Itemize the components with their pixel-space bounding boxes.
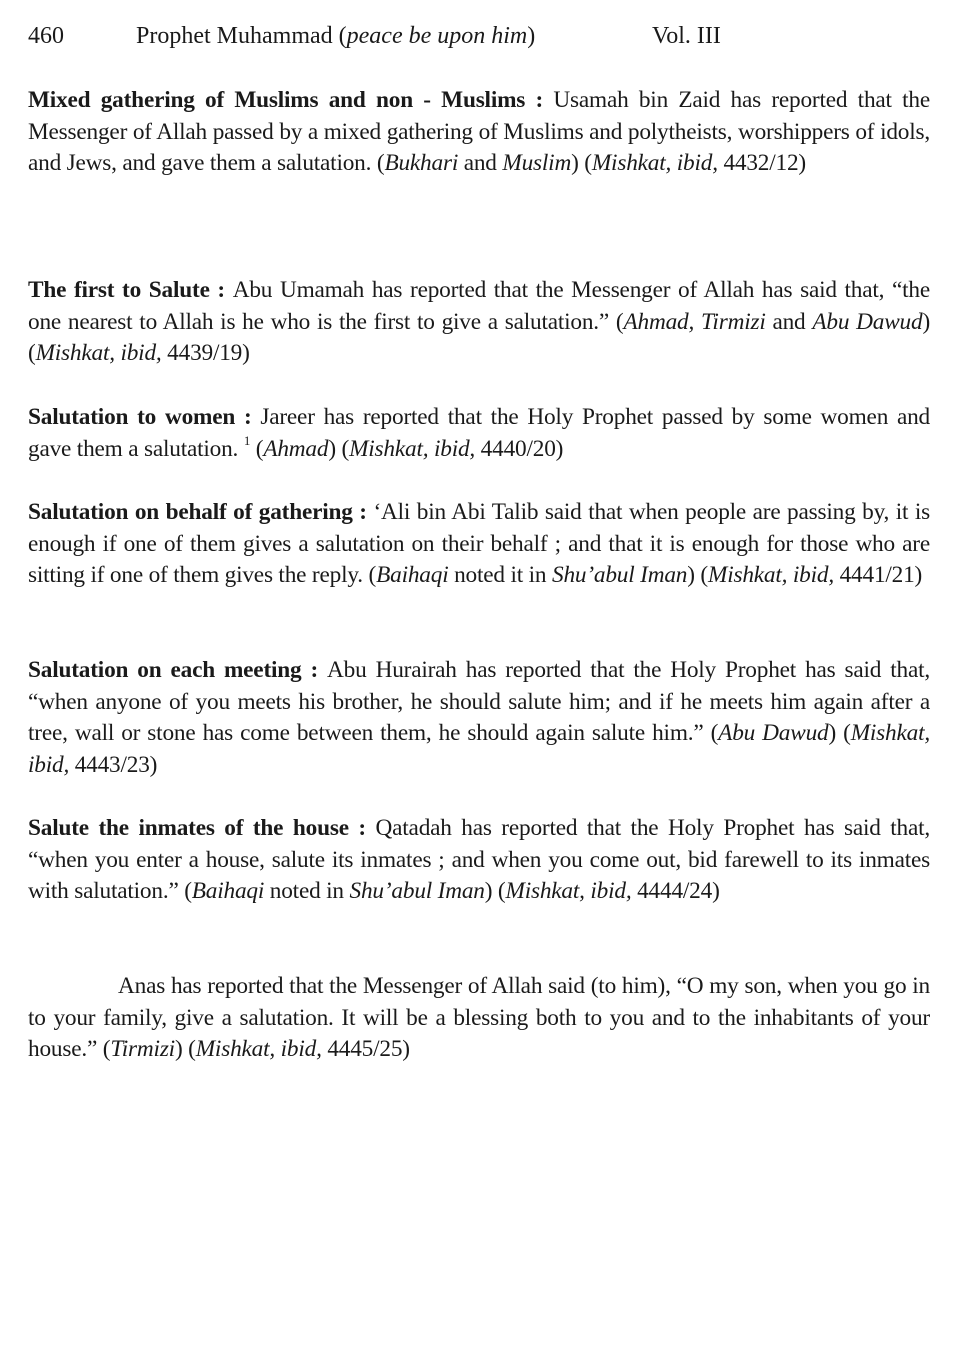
footnote-marker: 1 (243, 432, 251, 448)
paragraph-behalf-of-gathering (28, 497, 930, 592)
body-text: ) ( (828, 720, 851, 747)
paragraph-salutation-women (28, 402, 930, 465)
body-text: ) ( (174, 1036, 196, 1063)
book-title-close: ) (527, 23, 536, 49)
section-heading: Salutation on behalf of gathering : (28, 499, 374, 525)
body-text: ) ( (484, 878, 506, 905)
body-text: Qatadah has reported that the Holy Prophet has said that, “when you enter a house, salute its inmates ; and when you come out, bid farewell to its inmates with salutation.” ( (28, 815, 930, 905)
body-text: ) ( (28, 308, 930, 367)
citation-italic: Tirmizi (110, 1036, 175, 1063)
section-heading: Salutation to women : (28, 404, 261, 430)
book-title (136, 20, 535, 52)
citation-italic: Mishkat, ibid, (707, 562, 834, 589)
body-text: and (458, 150, 503, 177)
citation-italic: Mishkat, ibid, (505, 878, 632, 905)
body-text: 4445/25) (321, 1036, 410, 1063)
section-heading: Mixed gathering of Muslims and non - Muslims : (28, 87, 554, 113)
paragraph-mixed-gathering (28, 85, 930, 180)
body-text: 4444/24) (631, 878, 720, 905)
book-title-italic: peace be upon him (346, 23, 528, 49)
citation-italic: Bukhari (384, 150, 459, 177)
citation-italic: Baihaqi (376, 562, 449, 589)
body-text: 4441/21) (833, 562, 923, 589)
body-text: Jareer has reported that the Holy Prophet passed by some women and gave them a salutation. (28, 404, 931, 462)
body-text: noted in (264, 878, 350, 905)
citation-italic: Shu’abul Iman (349, 878, 485, 905)
body-text: 4443/23) (69, 751, 158, 778)
body-text: ) ( (687, 562, 708, 589)
volume-label: Vol. III (652, 23, 721, 49)
body-text: ) ( (571, 150, 592, 177)
body-text: and (765, 308, 813, 335)
citation-italic: Abu Dawud (812, 308, 923, 335)
paragraph-first-to-salute (28, 275, 930, 370)
body-text: ) ( (328, 435, 350, 462)
citation-italic: Ahmad (263, 435, 329, 462)
citation-italic: Shu’abul Iman (552, 562, 688, 589)
citation-italic: Mishkat, ibid, (28, 720, 930, 778)
book-title-text: Prophet Muhammad ( (136, 23, 347, 49)
body-text: Usamah bin Zaid has reported that the Messenger of Allah passed by a mixed gathering of Muslims and polytheists, worshippers of idols, and Jews, and gave them a salutation. ( (28, 87, 930, 177)
paragraph-anas (28, 971, 930, 1066)
body-text: Anas has reported that the Messenger of Allah said (to him), “O my son, when you go in to your family, give a salutation. It will be a blessing both to you and to the inhabitants of your house.” ( (28, 973, 930, 1063)
citation-italic: Ahmad, Tirmizi (623, 308, 766, 335)
body-text: 4432/12) (717, 150, 806, 177)
citation-italic: Muslim (502, 150, 572, 177)
paragraph-inmates-of-house (28, 813, 930, 908)
citation-italic: Baihaqi (191, 878, 265, 905)
body-text: 4440/20) (475, 435, 564, 462)
section-heading: The first to Salute : (28, 277, 233, 303)
section-heading: Salute the inmates of the house : (28, 815, 376, 841)
body-text: 4439/19) (161, 340, 250, 367)
citation-italic: Mishkat, ibid, (591, 150, 718, 177)
citation-italic: Mishkat, ibid, (349, 435, 476, 462)
citation-italic: Mishkat, ibid, (195, 1036, 322, 1063)
body-text: noted it in (448, 562, 552, 589)
citation-italic: Abu Dawud (718, 720, 829, 747)
paragraph-each-meeting (28, 655, 930, 781)
body-text: Abu Hurairah has reported that the Holy Prophet has said that, “when anyone of you meets his brother, he should salute him; and if he meets him again after a tree, wall or stone has come between them, he should again salute him.” ( (28, 657, 931, 747)
page-number: 460 (28, 23, 64, 49)
body-text: Abu Umamah has reported that the Messenger of Allah has said that, “the one nearest to Allah is he who is the first to give a salutation.” ( (28, 277, 931, 335)
citation-italic: Mishkat, ibid, (35, 340, 162, 367)
body-text: ( (250, 435, 264, 462)
body-text: ‘Ali bin Abi Talib said that when people are passing by, it is enough if one of them gives a salutation on their behalf ; and that it is enough for those who are sitting if one of them gives the reply. ( (28, 499, 930, 589)
section-heading: Salutation on each meeting : (28, 657, 328, 683)
